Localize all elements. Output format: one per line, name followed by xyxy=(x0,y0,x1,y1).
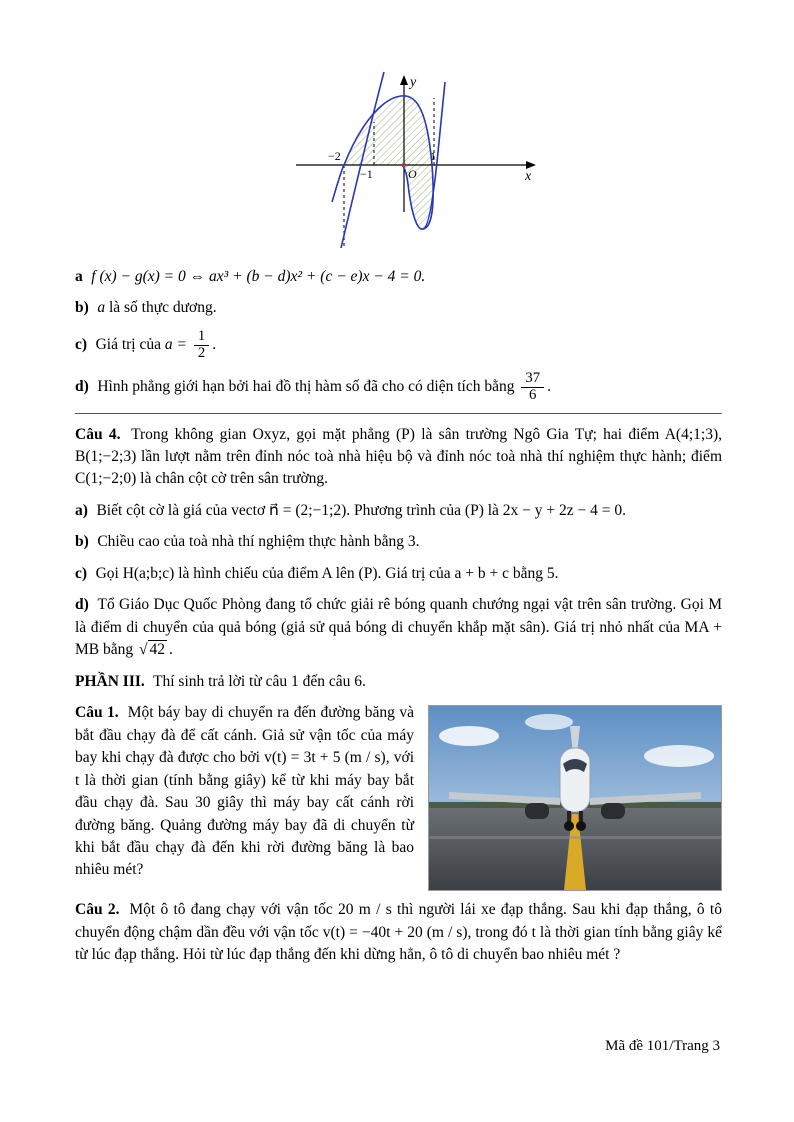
fraction-numerator: 1 xyxy=(197,327,206,344)
airplane-photo xyxy=(428,705,722,891)
q4-item-a-text: Biết cột cờ là giá của vectơ n⃗ = (2;−1;2). Phương trình của (P) là 2x − y + 2z − 4 = 0. xyxy=(96,501,627,519)
origin-dot xyxy=(402,163,406,167)
q-p3-2-label: Câu 2. xyxy=(75,901,120,919)
q3-item-d xyxy=(75,371,722,404)
wheel xyxy=(576,821,586,831)
q3-item-c xyxy=(75,329,722,362)
q-p3-2-body: Một ô tô đang chạy với vận tốc 20 m / s thì người lái xe đạp thắng. Sau khi đạp thắng, ô tô chuyển động chậm dần đều với vận tốc v(t) = −40t + 20 (m / s), trong đó t là thời gian tính bằng giây kể từ lúc đạp thắng. Hỏi từ lúc đạp thắng đến khi dừng hẳn, ô tô di chuyển bao nhiêu mét ? xyxy=(75,901,722,964)
q4-item-c-text: Gọi H(a;b;c) là hình chiếu của điểm A lên (P). Giá trị của a + b + c bằng 5. xyxy=(95,564,559,582)
q3-item-d-label: d) xyxy=(75,377,89,395)
q4-item-b xyxy=(75,531,722,553)
q4-intro xyxy=(75,424,722,491)
sqrt-value: 42 xyxy=(149,641,166,659)
q4-item-d-text: Tổ Giáo Dục Quốc Phòng đang tổ chức giải rê bóng quanh chướng ngại vật trên sân trường. Gọi M là điểm di chuyển của quả bóng (giả sử quả bóng di chuyển khắp mặt sân). Giá trị nhỏ nhất của MA + MB bằng xyxy=(75,596,722,659)
cloud xyxy=(644,745,714,767)
part3-text: Thí sinh trả lời từ câu 1 đến câu 6. xyxy=(153,672,366,690)
tick-label-1: 1 xyxy=(429,149,436,163)
tick-label-minus2: −2 xyxy=(327,149,341,163)
y-axis-label: y xyxy=(409,75,416,90)
q4-item-a-label: a) xyxy=(75,501,88,519)
sqrt-expression xyxy=(139,641,167,658)
shaded-region xyxy=(344,96,433,229)
q3-item-b-var: a xyxy=(97,299,106,317)
function-graph xyxy=(234,70,564,262)
q-p3-1-label: Câu 1. xyxy=(75,704,119,722)
q-p3-2-text xyxy=(75,899,722,966)
q4-item-b-text: Chiều cao của toà nhà thí nghiệm thực hành bằng 3. xyxy=(97,533,420,551)
part3-label: PHẦN III. xyxy=(75,672,145,690)
fraction-denominator: 2 xyxy=(194,345,209,362)
cloud xyxy=(439,726,499,746)
q3-item-b-text: là số thực dương. xyxy=(108,299,217,317)
q3-item-c-label: c) xyxy=(75,335,88,353)
q4-item-a xyxy=(75,500,722,522)
tick-label-minus1: −1 xyxy=(359,167,373,181)
q3-item-d-after: . xyxy=(547,377,551,395)
q4-intro-text: Trong không gian Oxyz, gọi mặt phẳng (P) là sân trường Ngô Gia Tự; hai điểm A(4;1;3), B(1;−2;3) lần lượt nằm trên đỉnh nóc toà nhà hiệu bộ và đỉnh nóc toà nhà thí nghiệm thực hành; điểm C(1;−2;0) là chân cột cờ trên sân trường. xyxy=(75,425,722,488)
part3-header xyxy=(75,671,722,693)
fraction-denominator: 6 xyxy=(521,387,544,404)
airplane-photo-illustration xyxy=(429,706,721,890)
q4-item-c-label: c) xyxy=(75,564,88,582)
q3-item-a-label: a xyxy=(75,268,83,285)
radical-sign: √ xyxy=(139,641,148,659)
q3-item-d-fraction xyxy=(521,371,544,404)
origin-label: O xyxy=(407,167,417,181)
section-divider xyxy=(75,413,722,414)
x-axis-label: x xyxy=(524,169,531,184)
q3-item-a xyxy=(75,266,722,288)
function-graph-figure xyxy=(234,70,564,262)
page-footer: Mã đề 101/Trang 3 xyxy=(605,1038,720,1054)
q-p3-1-body: Một báy bay di chuyển ra đến đường băng và bắt đầu chạy đà để cất cánh. Giả sử vận tốc của máy bay khi chạy đà được cho bởi v(t) = 3t + 5 (m / s), với t là thời gian (tính bằng giây) kể từ khi máy bay bắt đầu chạy đà. Sau 30 giây thì máy bay cất cánh rời đường băng. Quảng đường máy bay đã di chuyển từ khi bắt đầu chạy đà đến khi rời đường băng là bao nhiêu mét? xyxy=(75,704,414,879)
left-engine xyxy=(525,803,549,819)
q4-item-b-label: b) xyxy=(75,533,89,551)
y-axis-arrow xyxy=(400,75,408,85)
q4-item-d-label: d) xyxy=(75,596,89,614)
fuselage xyxy=(560,748,590,812)
q4-item-d-after: . xyxy=(169,641,173,659)
q4-label: Câu 4. xyxy=(75,425,121,443)
question-p3-1 xyxy=(75,702,722,897)
wheel xyxy=(564,821,574,831)
right-engine xyxy=(601,803,625,819)
q3-item-c-fraction xyxy=(194,329,209,362)
runway-marking xyxy=(429,836,721,839)
q4-item-d xyxy=(75,594,722,661)
q3-item-b xyxy=(75,297,722,319)
q3-item-c-after: . xyxy=(212,335,217,353)
x-axis-arrow xyxy=(526,161,536,169)
q3-item-c-text: Giá trị của xyxy=(95,335,161,353)
q4-item-c xyxy=(75,563,722,585)
cloud xyxy=(525,714,573,730)
q3-item-c-math: a = xyxy=(164,335,187,353)
q3-item-b-label: b) xyxy=(75,299,89,317)
q3-item-d-text: Hình phẳng giới hạn bởi hai đồ thị hàm số đã cho có diện tích bằng xyxy=(97,377,515,395)
fraction-numerator: 37 xyxy=(525,369,541,386)
q3-item-a-math: f (x) − g(x) = 0 ⇔ ax³ + (b − d)x² + (c − e)x − 4 = 0. xyxy=(91,268,426,285)
